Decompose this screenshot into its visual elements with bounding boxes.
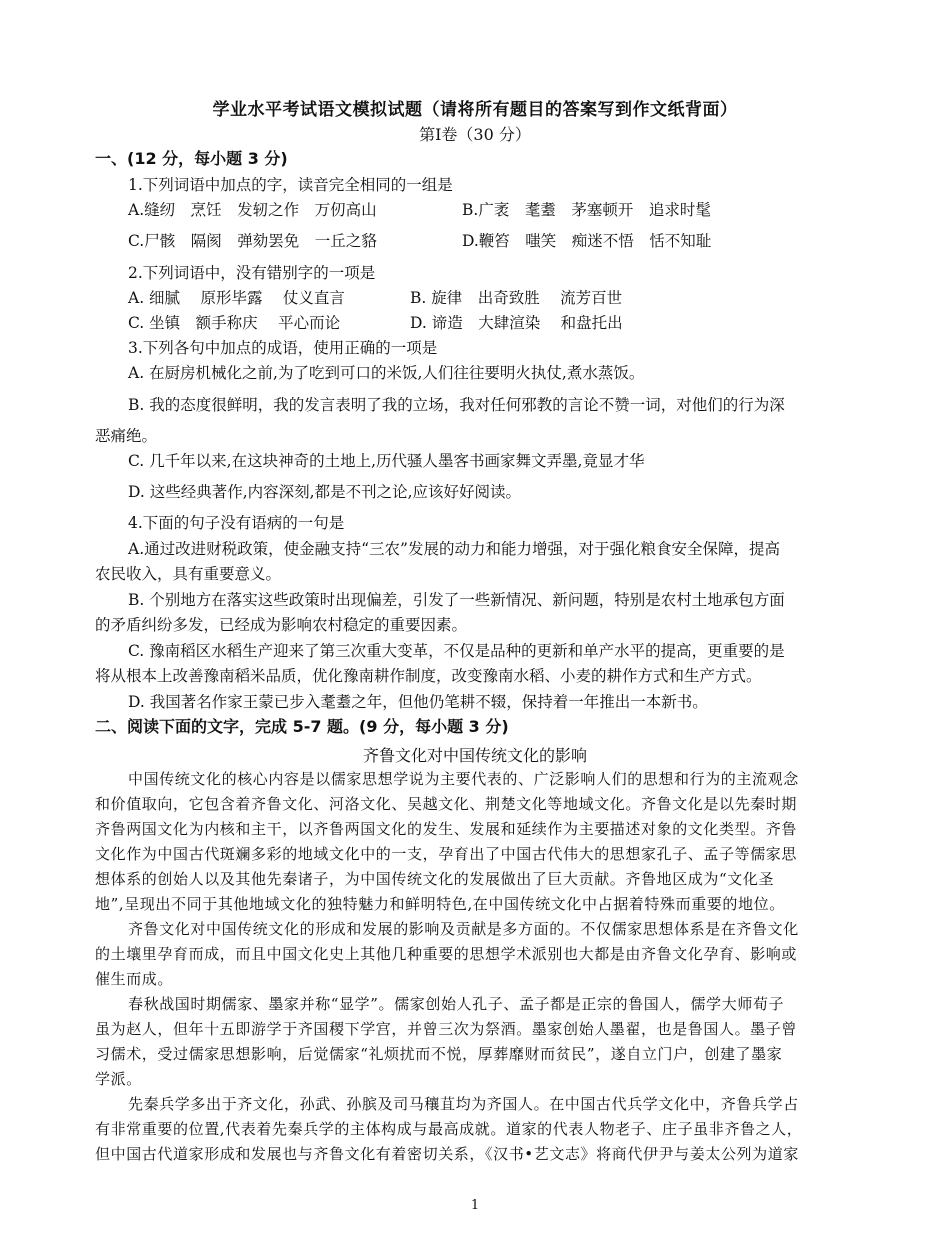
exam-title: 学业水平考试语文模拟试题（请将所有题目的答案写到作文纸背面） [212, 100, 738, 120]
q1-option-c: C.尸骸 隔阂 弹劾罢免 一丘之貉 [128, 232, 377, 250]
q3-option-b-line1: B. 我的态度很鲜明，我的发言表明了我的立场，我对任何邪教的言论不赞一词，对他们的行为深 [128, 396, 785, 414]
article-line: 催生而成。 [95, 970, 174, 988]
article-line: 和价值取向，它包含着齐鲁文化、河洛文化、吴越文化、荆楚文化等地域文化。齐鲁文化是以先秦时期 [95, 795, 798, 813]
q3-option-a: A. 在厨房机械化之前,为了吃到可口的米饭,人们往往要明火执仗,煮水蒸饭。 [128, 364, 645, 382]
q3-option-d: D. 这些经典著作,内容深刻,都是不刊之论,应该好好阅读。 [128, 483, 522, 501]
q4-option-a-line1: A.通过改进财税政策，使金融支持“三农”发展的动力和能力增强，对于强化粮食安全保障，提高 [128, 540, 780, 558]
article-line: 虽为赵人，但年十五即游学于齐国稷下学宫，并曾三次为祭酒。墨家创始人墨翟，也是鲁国人。墨子曾 [95, 1020, 798, 1038]
article-line: 文化作为中国古代斑斓多彩的地域文化中的一支，孕育出了中国古代伟大的思想家孔子、孟子等儒家思 [95, 845, 798, 863]
q4-option-d: D. 我国著名作家王蒙已步入耄耋之年，但他仍笔耕不辍，保持着一年推出一本新书。 [128, 693, 708, 711]
article-line: 齐鲁文化对中国传统文化的形成和发展的影响及贡献是多方面的。不仅儒家思想体系是在齐鲁文化 [128, 920, 799, 938]
article-line: 习儒术，受过儒家思想影响，后觉儒家“礼烦扰而不悦，厚葬靡财而贫民”，遂自立门户，创建了墨家 [95, 1045, 783, 1063]
article-line: 想体系的创始人以及其他先秦诸子，为中国传统文化的发展做出了巨大贡献。齐鲁地区成为“文化圣 [95, 870, 775, 888]
q1-option-b: B.广袤 耄耋 茅塞顿开 追求时髦 [462, 201, 711, 219]
article-line: 春秋战国时期儒家、墨家并称“显学”。儒家创始人孔子、孟子都是正宗的鲁国人，儒学大师荀子 [128, 995, 785, 1013]
q2-option-a: A. 细腻 原形毕露 仗义直言 [128, 289, 345, 307]
q2-option-c: C. 坐镇 额手称庆 平心而论 [128, 314, 341, 332]
page-number: 1 [470, 1198, 480, 1213]
article-line: 学派。 [95, 1070, 142, 1088]
q3-option-c: C. 几千年以来,在这块神奇的土地上,历代骚人墨客书画家舞文弄墨,竟显才华 [128, 452, 645, 470]
article-line: 有非常重要的位置,代表着先秦兵学的主体构成与最高成就。道家的代表人物老子、庄子虽非齐鲁之人， [95, 1120, 803, 1138]
q2-option-b: B. 旋律 出奇致胜 流芳百世 [410, 289, 623, 307]
section1-heading: 一、(12 分，每小题 3 分) [95, 149, 288, 168]
q4-option-c-line2: 将从根本上改善豫南稻米品质，优化豫南耕作制度，改变豫南水稻、小麦的耕作方式和生产方式。 [95, 667, 762, 685]
q4-option-a-line2: 农民收入，具有重要意义。 [95, 565, 282, 583]
section2-heading: 二、阅读下面的文字，完成 5-7 题。(9 分，每小题 3 分) [95, 717, 509, 736]
article-line: 齐鲁两国文化为内核和主干，以齐鲁两国文化的发生、发展和延续作为主要描述对象的文化类型。齐鲁 [95, 820, 798, 838]
article-line: 地”,呈现出不同于其他地域文化的独特魅力和鲜明特色,在中国传统文化中占据着特殊而重要的地位。 [95, 895, 785, 913]
volume-label: 第Ⅰ卷（30 分） [419, 125, 531, 144]
q1-stem: 1.下列词语中加点的字，读音完全相同的一组是 [128, 176, 453, 194]
article-line: 但中国古代道家形成和发展也与齐鲁文化有着密切关系，《汉书•艺文志》将商代伊尹与姜太公列为道家 [95, 1145, 799, 1163]
q1-option-a: A.缝纫 烹饪 发轫之作 万仞高山 [128, 201, 377, 219]
article-line: 先秦兵学多出于齐文化，孙武、孙膑及司马穰苴均为齐国人。在中国古代兵学文化中，齐鲁兵学占 [128, 1095, 799, 1113]
q4-option-b-line1: B. 个别地方在落实这些政策时出现偏差，引发了一些新情况、新问题，特别是农村土地承包方面 [128, 591, 785, 609]
q1-option-d: D.鞭笞 嗤笑 痴迷不悟 恬不知耻 [462, 232, 712, 250]
q4-stem: 4.下面的句子没有语病的一句是 [128, 514, 345, 532]
q4-option-b-line2: 的矛盾纠纷多发，已经成为影响农村稳定的重要因素。 [95, 616, 468, 634]
q3-option-b-line2: 恶痛绝。 [95, 427, 158, 445]
q3-stem: 3.下列各句中加点的成语，使用正确的一项是 [128, 339, 438, 357]
q2-stem: 2.下列词语中，没有错别字的一项是 [128, 264, 376, 282]
article-line: 的土壤里孕育而成，而且中国文化史上其他几种重要的思想学术派别也大都是由齐鲁文化孕育、影响或 [95, 945, 798, 963]
article-title: 齐鲁文化对中国传统文化的影响 [362, 746, 587, 765]
q4-option-c-line1: C. 豫南稻区水稻生产迎来了第三次重大变革，不仅是品种的更新和单产水平的提高，更重要的是 [128, 642, 785, 660]
article-line: 中国传统文化的核心内容是以儒家思想学说为主要代表的、广泛影响人们的思想和行为的主流观念 [128, 770, 799, 788]
q2-option-d: D. 谛造 大肆渲染 和盘托出 [410, 314, 623, 332]
